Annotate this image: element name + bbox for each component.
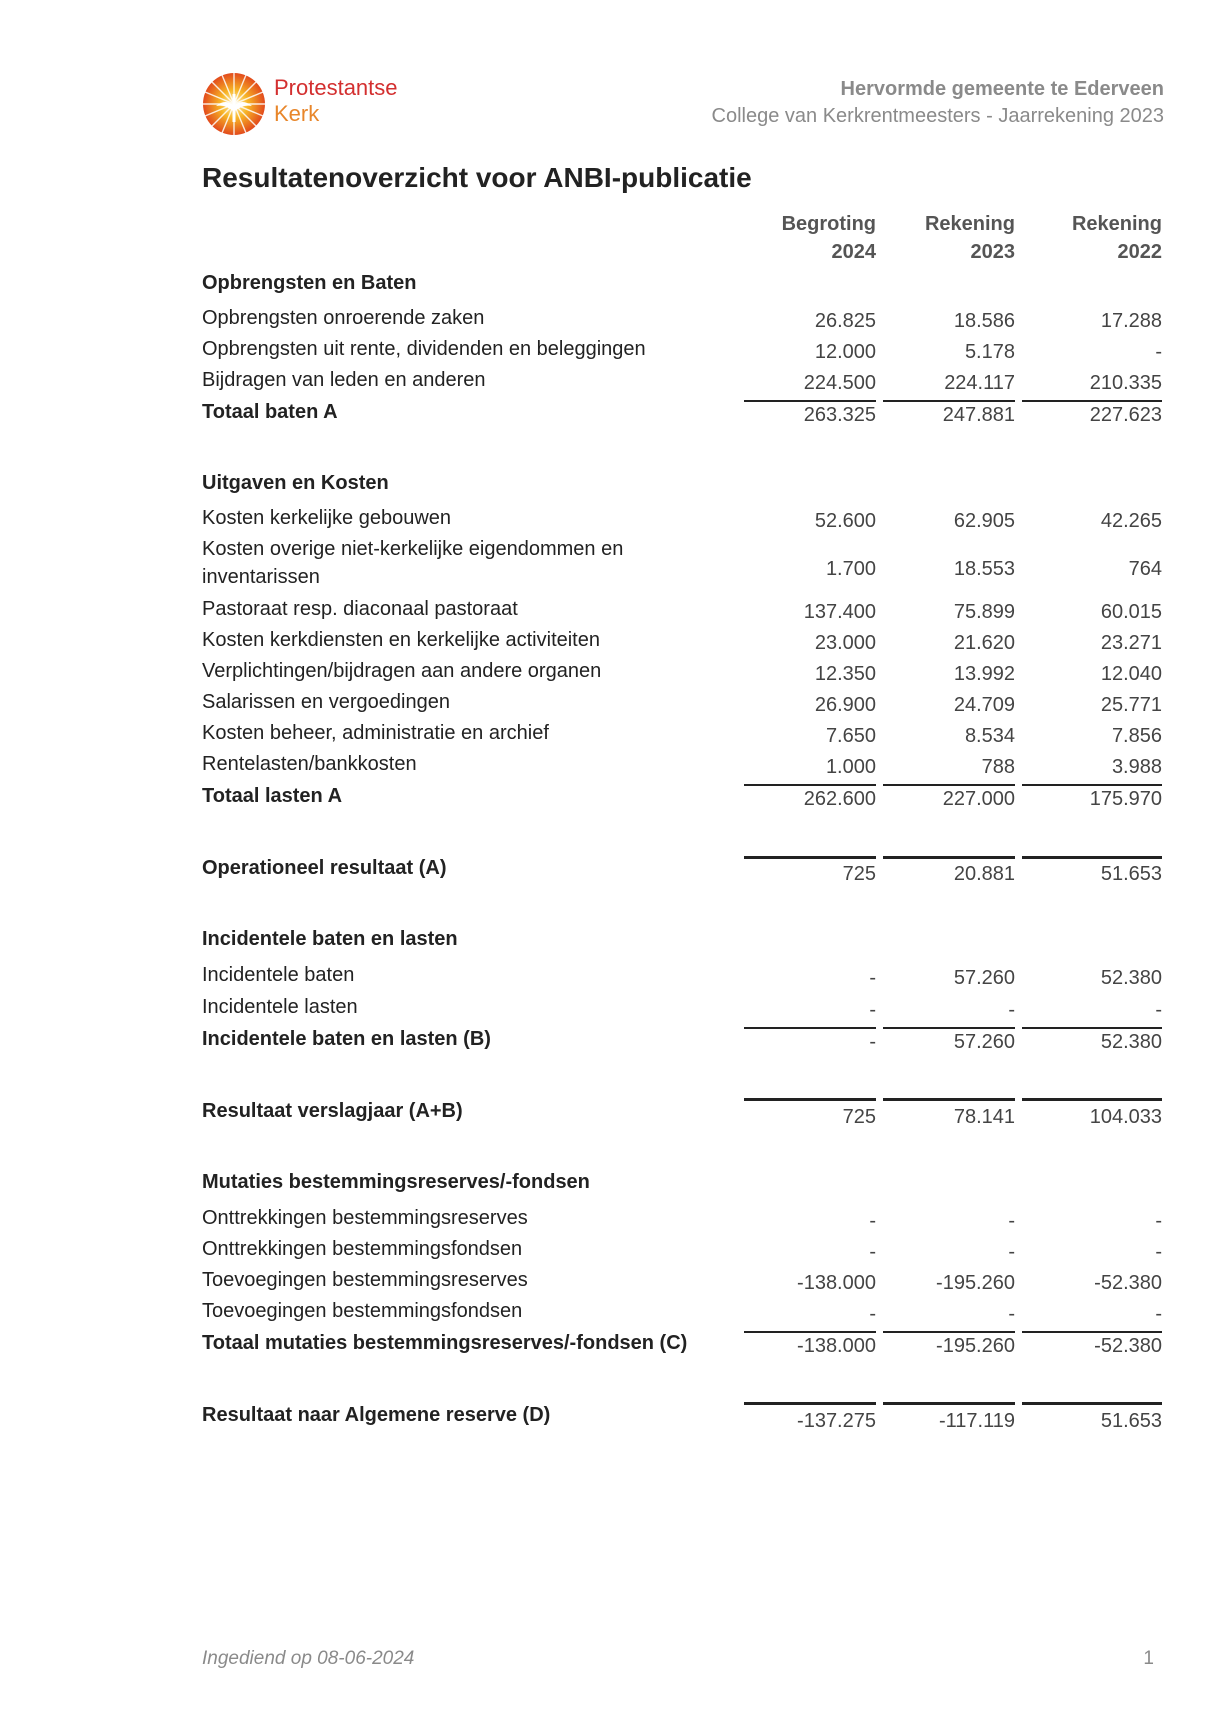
cell-rekening-2023: -195.260 (936, 1272, 1015, 1294)
table-row (202, 307, 1162, 338)
cell-rekening-2022: 764 (1128, 558, 1162, 580)
total-row (202, 401, 1162, 432)
cell-begroting-2024: 26.900 (814, 694, 876, 716)
total-row (202, 1028, 1162, 1059)
cell-begroting-2024: 26.825 (814, 310, 876, 332)
row-label: Opbrengsten uit rente, dividenden en beleggingen (202, 338, 646, 360)
page-title: Resultatenoverzicht voor ANBI-publicatie (202, 162, 752, 193)
section-heading-label: Mutaties bestemmingsreserves/-fondsen (202, 1171, 590, 1193)
cell-rekening-2023: -195.260 (936, 1335, 1015, 1357)
cell-rekening-2023: 18.586 (953, 310, 1015, 332)
cell-rekening-2022: 52.380 (1100, 967, 1162, 989)
cell-rekening-2023: 78.141 (953, 1106, 1015, 1128)
row-label: Bijdragen van leden en anderen (202, 369, 486, 391)
row-label: Pastoraat resp. diaconaal pastoraat (202, 598, 518, 620)
cell-begroting-2024: - (869, 967, 876, 989)
cell-begroting-2024: 7.650 (825, 725, 876, 747)
cell-rekening-2022: 7.856 (1111, 725, 1162, 747)
cell-rekening-2023: - (1008, 999, 1015, 1021)
cell-rekening-2023: - (1008, 1241, 1015, 1263)
cell-rekening-2022: - (1155, 999, 1162, 1021)
row-label: Toevoegingen bestemmingsfondsen (202, 1300, 523, 1322)
cell-rekening-2023: 75.899 (953, 601, 1015, 623)
column-header-year: 2023 (970, 241, 1015, 263)
table-row (202, 538, 1162, 596)
cell-rekening-2023: 21.620 (953, 632, 1015, 654)
cell-rekening-2022: 51.653 (1100, 1410, 1162, 1432)
section-heading-label: Incidentele baten en lasten (202, 928, 458, 950)
cell-begroting-2024: - (869, 1241, 876, 1263)
submission-date: Ingediend op 08-06-2024 (202, 1648, 415, 1669)
total-row (202, 785, 1162, 816)
cell-rekening-2022: 42.265 (1100, 510, 1162, 532)
table-row (202, 369, 1162, 400)
table-row (202, 964, 1162, 995)
cell-begroting-2024: -138.000 (797, 1335, 876, 1357)
cell-rekening-2023: 224.117 (944, 372, 1015, 394)
cell-rekening-2023: 24.709 (953, 694, 1015, 716)
column-header-rekening-2022 (1022, 210, 1162, 266)
total-label: Incidentele baten en lasten (B) (202, 1028, 491, 1050)
result-row-operationeel (202, 857, 1162, 888)
logo-wordmark (274, 75, 398, 127)
row-label: Kosten kerkelijke gebouwen (202, 507, 452, 529)
table-row (202, 660, 1162, 691)
table-row (202, 1207, 1162, 1238)
logo-line-1: Protestantse (274, 75, 398, 100)
total-label: Totaal baten A (202, 401, 338, 423)
cell-rekening-2022: - (1155, 1210, 1162, 1232)
cell-rekening-2023: 247.881 (942, 404, 1015, 426)
cell-rekening-2022: -52.380 (1094, 1335, 1162, 1357)
table-row (202, 338, 1162, 369)
cell-rekening-2023: 13.992 (953, 663, 1015, 685)
page-number: 1 (1143, 1648, 1154, 1669)
cell-rekening-2023: 8.534 (964, 725, 1015, 747)
section-heading (202, 472, 1162, 503)
row-label: Salarissen en vergoedingen (202, 691, 450, 713)
section-heading-label: Uitgaven en Kosten (202, 472, 389, 494)
cell-rekening-2022: 23.271 (1100, 632, 1162, 654)
sun-cross-icon (202, 72, 266, 136)
row-label: Kosten beheer, administratie en archief (202, 722, 549, 744)
table-row (202, 1300, 1162, 1331)
result-label: Resultaat verslagjaar (A+B) (202, 1100, 463, 1122)
row-label: Kosten overige niet-kerkelijke eigendommen en (202, 538, 624, 560)
cell-begroting-2024: 137.400 (803, 601, 876, 623)
result-label: Operationeel resultaat (A) (202, 857, 447, 879)
table-row (202, 722, 1162, 753)
row-label-continued: inventarissen (202, 566, 320, 588)
cell-begroting-2024: - (869, 1031, 876, 1053)
result-row-verslagjaar (202, 1100, 1162, 1131)
document-subtitle: College van Kerkrentmeesters - Jaarrekening 2023 (711, 105, 1164, 127)
row-label: Incidentele lasten (202, 996, 358, 1018)
cell-rekening-2022: - (1155, 1241, 1162, 1263)
logo-line-2: Kerk (274, 101, 320, 126)
table-row (202, 507, 1162, 538)
cell-begroting-2024: 224.500 (803, 372, 876, 394)
cell-begroting-2024: 725 (842, 863, 876, 885)
column-header-year: 2024 (831, 241, 876, 263)
row-label: Rentelasten/bankkosten (202, 753, 417, 775)
cell-rekening-2023: - (1008, 1210, 1015, 1232)
cell-begroting-2024: 12.000 (814, 341, 876, 363)
section-heading-label: Opbrengsten en Baten (202, 272, 417, 294)
table-row (202, 1238, 1162, 1269)
cell-rekening-2022: 60.015 (1100, 601, 1162, 623)
cell-rekening-2023: - (1008, 1303, 1015, 1325)
cell-begroting-2024: - (869, 1210, 876, 1232)
cell-rekening-2022: 104.033 (1089, 1106, 1162, 1128)
row-label: Incidentele baten (202, 964, 355, 986)
cell-begroting-2024: - (869, 999, 876, 1021)
cell-rekening-2022: -52.380 (1094, 1272, 1162, 1294)
cell-rekening-2022: 210.335 (1089, 372, 1162, 394)
total-label: Totaal lasten A (202, 785, 343, 807)
cell-rekening-2022: 175.970 (1089, 788, 1162, 810)
row-label: Opbrengsten onroerende zaken (202, 307, 485, 329)
cell-rekening-2022: 52.380 (1100, 1031, 1162, 1053)
cell-rekening-2023: 5.178 (964, 341, 1015, 363)
result-label: Resultaat naar Algemene reserve (D) (202, 1404, 551, 1426)
cell-rekening-2023: 57.260 (953, 967, 1015, 989)
cell-rekening-2022: 3.988 (1111, 756, 1162, 778)
column-header-rekening-2023 (883, 210, 1015, 266)
cell-rekening-2023: 57.260 (953, 1031, 1015, 1053)
column-header-year: 2022 (1117, 241, 1162, 263)
cell-rekening-2023: 788 (981, 756, 1015, 778)
result-row-algemene-reserve (202, 1404, 1162, 1435)
document-header (712, 76, 1164, 130)
cell-begroting-2024: -138.000 (797, 1272, 876, 1294)
cell-begroting-2024: 1.700 (825, 558, 876, 580)
cell-rekening-2023: 18.553 (953, 558, 1015, 580)
total-row (202, 1332, 1162, 1363)
total-label: Totaal mutaties bestemmingsreserves/-fondsen (C) (202, 1332, 688, 1354)
cell-begroting-2024: 263.325 (803, 404, 876, 426)
organisation-name: Hervormde gemeente te Ederveen (840, 78, 1164, 100)
cell-begroting-2024: 725 (842, 1106, 876, 1128)
row-label: Kosten kerkdiensten en kerkelijke activiteiten (202, 629, 600, 651)
column-header-line: Rekening (1071, 213, 1162, 235)
row-label: Toevoegingen bestemmingsreserves (202, 1269, 528, 1291)
cell-rekening-2023: 227.000 (942, 788, 1015, 810)
cell-rekening-2022: 51.653 (1100, 863, 1162, 885)
protestantse-kerk-logo (202, 72, 502, 138)
column-header-line: Begroting (781, 213, 876, 235)
cell-rekening-2022: 12.040 (1100, 663, 1162, 685)
table-row (202, 996, 1162, 1027)
row-label: Onttrekkingen bestemmingsfondsen (202, 1238, 523, 1260)
cell-rekening-2022: 17.288 (1100, 310, 1162, 332)
cell-begroting-2024: 52.600 (814, 510, 876, 532)
cell-begroting-2024: 12.350 (814, 663, 876, 685)
cell-rekening-2022: - (1155, 341, 1162, 363)
cell-rekening-2023: -117.119 (939, 1410, 1015, 1432)
column-header-line: Rekening (924, 213, 1015, 235)
cell-begroting-2024: 262.600 (803, 788, 876, 810)
cell-rekening-2023: 20.881 (953, 863, 1015, 885)
cell-rekening-2023: 62.905 (953, 510, 1015, 532)
table-row (202, 598, 1162, 629)
row-label: Verplichtingen/bijdragen aan andere organen (202, 660, 602, 682)
column-header-begroting-2024 (744, 210, 876, 266)
row-label: Onttrekkingen bestemmingsreserves (202, 1207, 528, 1229)
cell-rekening-2022: 227.623 (1089, 404, 1162, 426)
table-row (202, 629, 1162, 660)
section-heading (202, 928, 1162, 959)
cell-begroting-2024: 23.000 (814, 632, 876, 654)
table-row (202, 691, 1162, 722)
cell-begroting-2024: - (869, 1303, 876, 1325)
table-row (202, 753, 1162, 784)
cell-begroting-2024: 1.000 (825, 756, 876, 778)
cell-rekening-2022: 25.771 (1100, 694, 1162, 716)
cell-begroting-2024: -137.275 (797, 1410, 876, 1432)
table-row (202, 1269, 1162, 1300)
section-heading (202, 272, 1162, 303)
cell-rekening-2022: - (1155, 1303, 1162, 1325)
section-heading (202, 1171, 1162, 1202)
